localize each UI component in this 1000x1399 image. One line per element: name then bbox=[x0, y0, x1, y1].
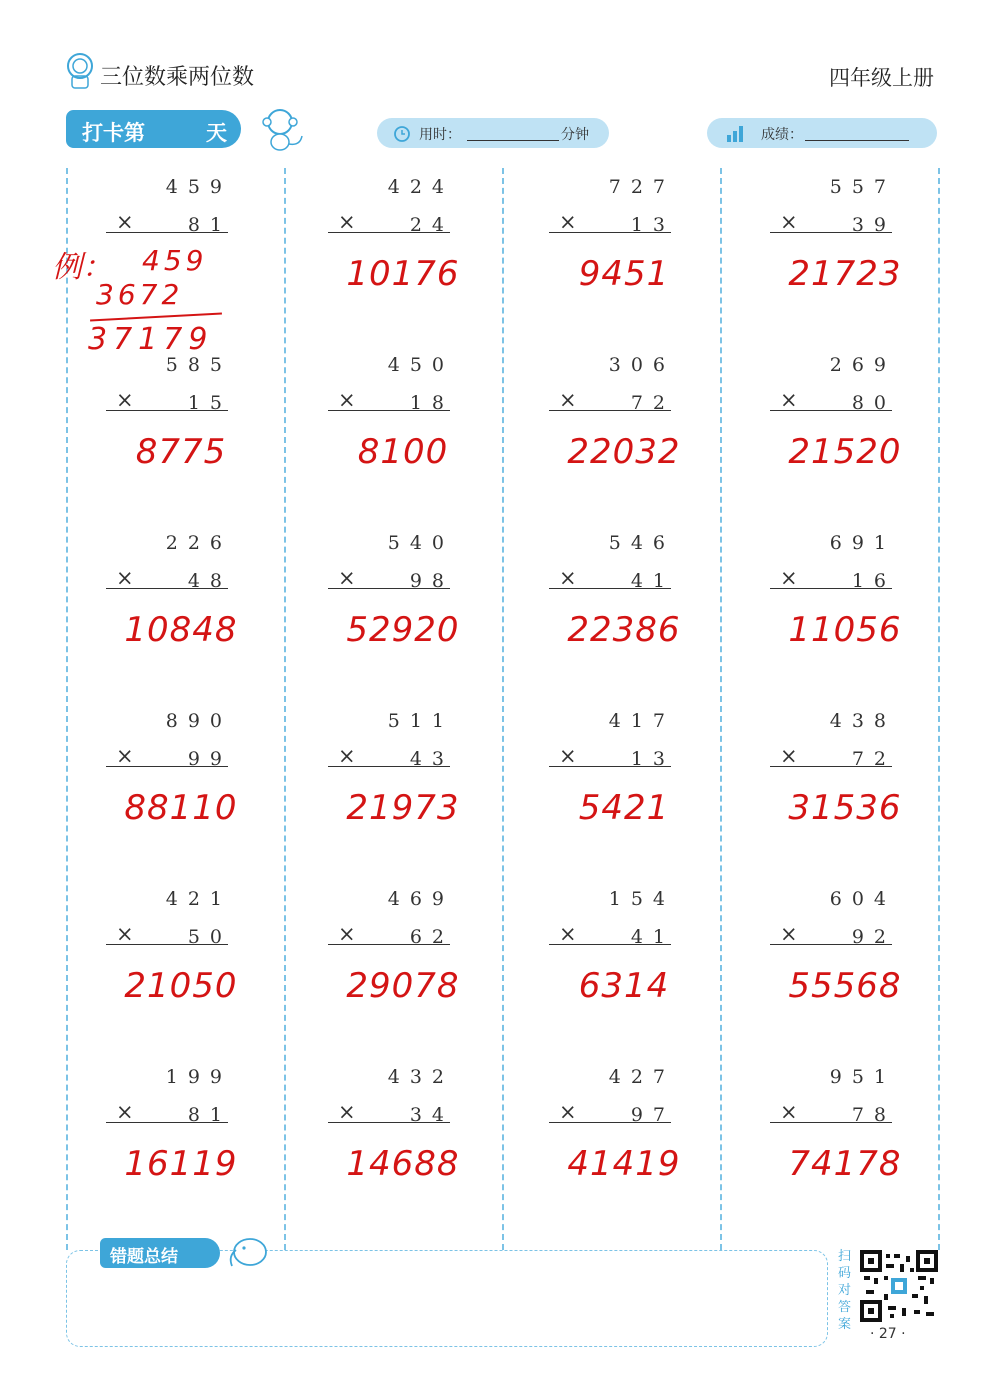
product-rule bbox=[106, 766, 228, 767]
multiplicand: 154 bbox=[608, 888, 675, 910]
multiplier: 62 bbox=[409, 926, 454, 948]
handwritten-answer[interactable]: 21723 bbox=[788, 254, 902, 294]
handwritten-answer[interactable]: 21520 bbox=[788, 432, 902, 472]
problem-card bbox=[328, 1062, 468, 1232]
handwritten-answer[interactable]: 41419 bbox=[567, 1144, 681, 1184]
times-sign: × bbox=[780, 566, 798, 590]
product-rule bbox=[770, 944, 892, 945]
multiplicand: 226 bbox=[165, 532, 232, 554]
product-rule bbox=[770, 588, 892, 589]
clock-icon bbox=[393, 124, 411, 146]
product-rule bbox=[328, 232, 450, 233]
handwritten-answer[interactable]: 9451 bbox=[578, 254, 670, 294]
problem-card bbox=[328, 884, 468, 1054]
problem-card bbox=[328, 706, 468, 876]
time-label: 用时： bbox=[419, 127, 461, 143]
elephant-mascot-icon bbox=[224, 1232, 272, 1270]
times-sign: × bbox=[116, 922, 134, 946]
multiplicand: 432 bbox=[387, 1066, 454, 1088]
checkin-day-tag bbox=[66, 110, 241, 148]
handwritten-answer[interactable]: 10176 bbox=[346, 254, 460, 294]
product-rule bbox=[770, 410, 892, 411]
multiplicand: 421 bbox=[165, 888, 232, 910]
problem-card bbox=[328, 528, 468, 698]
product-rule bbox=[106, 1122, 228, 1123]
column-divider bbox=[720, 168, 722, 1250]
handwritten-answer[interactable]: 29078 bbox=[346, 966, 460, 1006]
multiplicand: 890 bbox=[165, 710, 232, 732]
example-prefix: 例： bbox=[52, 250, 112, 285]
product-rule bbox=[549, 410, 671, 411]
multiplier: 16 bbox=[851, 570, 896, 592]
handwritten-answer[interactable]: 21050 bbox=[124, 966, 238, 1006]
day-unit: 天 bbox=[206, 121, 227, 145]
multiplier: 99 bbox=[187, 748, 232, 770]
grade-label: 四年级上册 bbox=[829, 66, 934, 90]
product-rule bbox=[770, 766, 892, 767]
times-sign: × bbox=[559, 566, 577, 590]
multiplicand: 424 bbox=[387, 176, 454, 198]
monkey-mascot-icon bbox=[258, 106, 306, 152]
times-sign: × bbox=[559, 744, 577, 768]
qr-code-icon[interactable] bbox=[860, 1250, 938, 1322]
product-rule bbox=[328, 1122, 450, 1123]
multiplicand: 585 bbox=[165, 354, 232, 376]
multiplier: 80 bbox=[851, 392, 896, 414]
summary-label: 错题总结 bbox=[110, 1247, 178, 1267]
problem-card bbox=[549, 528, 689, 698]
day-label: 打卡第 bbox=[82, 121, 145, 145]
multiplier: 15 bbox=[187, 392, 232, 414]
multiplier: 78 bbox=[851, 1104, 896, 1126]
score-field bbox=[707, 118, 937, 148]
problem-card bbox=[106, 350, 246, 520]
problem-card bbox=[770, 706, 910, 876]
scan-for-answers-label: 扫码对答案 bbox=[838, 1249, 852, 1332]
page-number: · 27 · bbox=[870, 1326, 906, 1342]
product-rule bbox=[328, 588, 450, 589]
problem-card bbox=[549, 1062, 689, 1232]
product-rule bbox=[328, 766, 450, 767]
time-blank[interactable] bbox=[467, 140, 559, 141]
handwritten-answer[interactable]: 10848 bbox=[124, 610, 238, 650]
column-divider bbox=[284, 168, 286, 1250]
handwritten-answer[interactable]: 52920 bbox=[346, 610, 460, 650]
product-rule bbox=[106, 944, 228, 945]
problem-card bbox=[106, 706, 246, 876]
times-sign: × bbox=[780, 388, 798, 412]
handwritten-answer[interactable]: 21973 bbox=[346, 788, 460, 828]
multiplicand: 469 bbox=[387, 888, 454, 910]
multiplier: 81 bbox=[187, 1104, 232, 1126]
multiplicand: 727 bbox=[608, 176, 675, 198]
multiplicand: 557 bbox=[829, 176, 896, 198]
problem-card bbox=[106, 528, 246, 698]
product-rule bbox=[770, 232, 892, 233]
multiplier: 50 bbox=[187, 926, 232, 948]
handwritten-answer[interactable]: 31536 bbox=[788, 788, 902, 828]
problem-card bbox=[770, 884, 910, 1054]
multiplier: 18 bbox=[409, 392, 454, 414]
product-rule bbox=[770, 1122, 892, 1123]
example-partial-1: 459 bbox=[142, 244, 208, 277]
product-rule bbox=[106, 232, 228, 233]
multiplier: 72 bbox=[851, 748, 896, 770]
score-blank[interactable] bbox=[805, 140, 909, 141]
product-rule bbox=[549, 232, 671, 233]
multiplicand: 199 bbox=[165, 1066, 232, 1088]
example-rule bbox=[90, 313, 222, 322]
times-sign: × bbox=[116, 210, 134, 234]
handwritten-answer[interactable]: 14688 bbox=[346, 1144, 460, 1184]
problem-card bbox=[549, 350, 689, 520]
multiplicand: 540 bbox=[387, 532, 454, 554]
multiplier: 24 bbox=[409, 214, 454, 236]
times-sign: × bbox=[780, 1100, 798, 1124]
times-sign: × bbox=[116, 1100, 134, 1124]
worked-example bbox=[52, 240, 242, 360]
multiplicand: 951 bbox=[829, 1066, 896, 1088]
product-rule bbox=[328, 944, 450, 945]
problem-card bbox=[328, 350, 468, 520]
problem-card bbox=[770, 528, 910, 698]
multiplier: 81 bbox=[187, 214, 232, 236]
example-result: 37179 bbox=[88, 322, 214, 357]
times-sign: × bbox=[559, 922, 577, 946]
product-rule bbox=[549, 944, 671, 945]
times-sign: × bbox=[559, 210, 577, 234]
multiplicand: 306 bbox=[608, 354, 675, 376]
problem-card bbox=[328, 172, 468, 342]
handwritten-answer[interactable]: 22386 bbox=[567, 610, 681, 650]
multiplier: 48 bbox=[187, 570, 232, 592]
times-sign: × bbox=[338, 210, 356, 234]
column-divider bbox=[502, 168, 504, 1250]
handwritten-answer[interactable]: 16119 bbox=[124, 1144, 238, 1184]
handwritten-answer[interactable]: 11056 bbox=[788, 610, 902, 650]
times-sign: × bbox=[338, 566, 356, 590]
problem-card bbox=[106, 1062, 246, 1232]
multiplicand: 691 bbox=[829, 532, 896, 554]
product-rule bbox=[549, 1122, 671, 1123]
problem-card bbox=[106, 884, 246, 1054]
handwritten-answer[interactable]: 74178 bbox=[788, 1144, 902, 1184]
handwritten-answer[interactable]: 88110 bbox=[124, 788, 238, 828]
product-rule bbox=[549, 588, 671, 589]
times-sign: × bbox=[116, 566, 134, 590]
multiplier: 34 bbox=[409, 1104, 454, 1126]
product-rule bbox=[106, 410, 228, 411]
multiplicand: 427 bbox=[608, 1066, 675, 1088]
multiplier: 39 bbox=[851, 214, 896, 236]
times-sign: × bbox=[116, 388, 134, 412]
handwritten-answer[interactable]: 55568 bbox=[788, 966, 902, 1006]
multiplicand: 417 bbox=[608, 710, 675, 732]
handwritten-answer[interactable]: 8100 bbox=[357, 432, 449, 472]
problem-card bbox=[770, 172, 910, 342]
example-partial-2: 3672 bbox=[96, 278, 184, 311]
multiplier: 41 bbox=[630, 570, 675, 592]
multiplier: 43 bbox=[409, 748, 454, 770]
handwritten-answer[interactable]: 5421 bbox=[578, 788, 670, 828]
multiplier: 97 bbox=[630, 1104, 675, 1126]
times-sign: × bbox=[338, 744, 356, 768]
problem-card bbox=[770, 1062, 910, 1232]
time-unit: 分钟 bbox=[561, 127, 589, 143]
mistake-summary-tag bbox=[100, 1238, 220, 1268]
time-field bbox=[377, 118, 609, 148]
multiplicand: 450 bbox=[387, 354, 454, 376]
handwritten-answer[interactable]: 8775 bbox=[135, 432, 227, 472]
problem-card bbox=[549, 172, 689, 342]
times-sign: × bbox=[559, 1100, 577, 1124]
multiplicand: 511 bbox=[387, 710, 454, 732]
bar-chart-icon bbox=[725, 123, 747, 147]
multiplier: 98 bbox=[409, 570, 454, 592]
times-sign: × bbox=[116, 744, 134, 768]
multiplicand: 546 bbox=[608, 532, 675, 554]
multiplier: 72 bbox=[630, 392, 675, 414]
page-title: 三位数乘两位数 bbox=[100, 65, 255, 90]
times-sign: × bbox=[338, 1100, 356, 1124]
times-sign: × bbox=[338, 922, 356, 946]
multiplicand: 459 bbox=[165, 176, 232, 198]
problem-card bbox=[549, 884, 689, 1054]
product-rule bbox=[328, 410, 450, 411]
multiplier: 41 bbox=[630, 926, 675, 948]
column-divider bbox=[938, 168, 940, 1250]
multiplier: 13 bbox=[630, 748, 675, 770]
times-sign: × bbox=[338, 388, 356, 412]
multiplier: 13 bbox=[630, 214, 675, 236]
product-rule bbox=[549, 766, 671, 767]
problem-card bbox=[770, 350, 910, 520]
multiplicand: 438 bbox=[829, 710, 896, 732]
handwritten-answer[interactable]: 6314 bbox=[578, 966, 670, 1006]
handwritten-answer[interactable]: 22032 bbox=[567, 432, 681, 472]
problem-card bbox=[549, 706, 689, 876]
times-sign: × bbox=[780, 210, 798, 234]
times-sign: × bbox=[780, 922, 798, 946]
multiplier: 92 bbox=[851, 926, 896, 948]
multiplicand: 604 bbox=[829, 888, 896, 910]
times-sign: × bbox=[780, 744, 798, 768]
product-rule bbox=[106, 588, 228, 589]
multiplicand: 269 bbox=[829, 354, 896, 376]
times-sign: × bbox=[559, 388, 577, 412]
lion-mascot-icon bbox=[64, 52, 96, 90]
score-label: 成绩： bbox=[761, 127, 803, 143]
